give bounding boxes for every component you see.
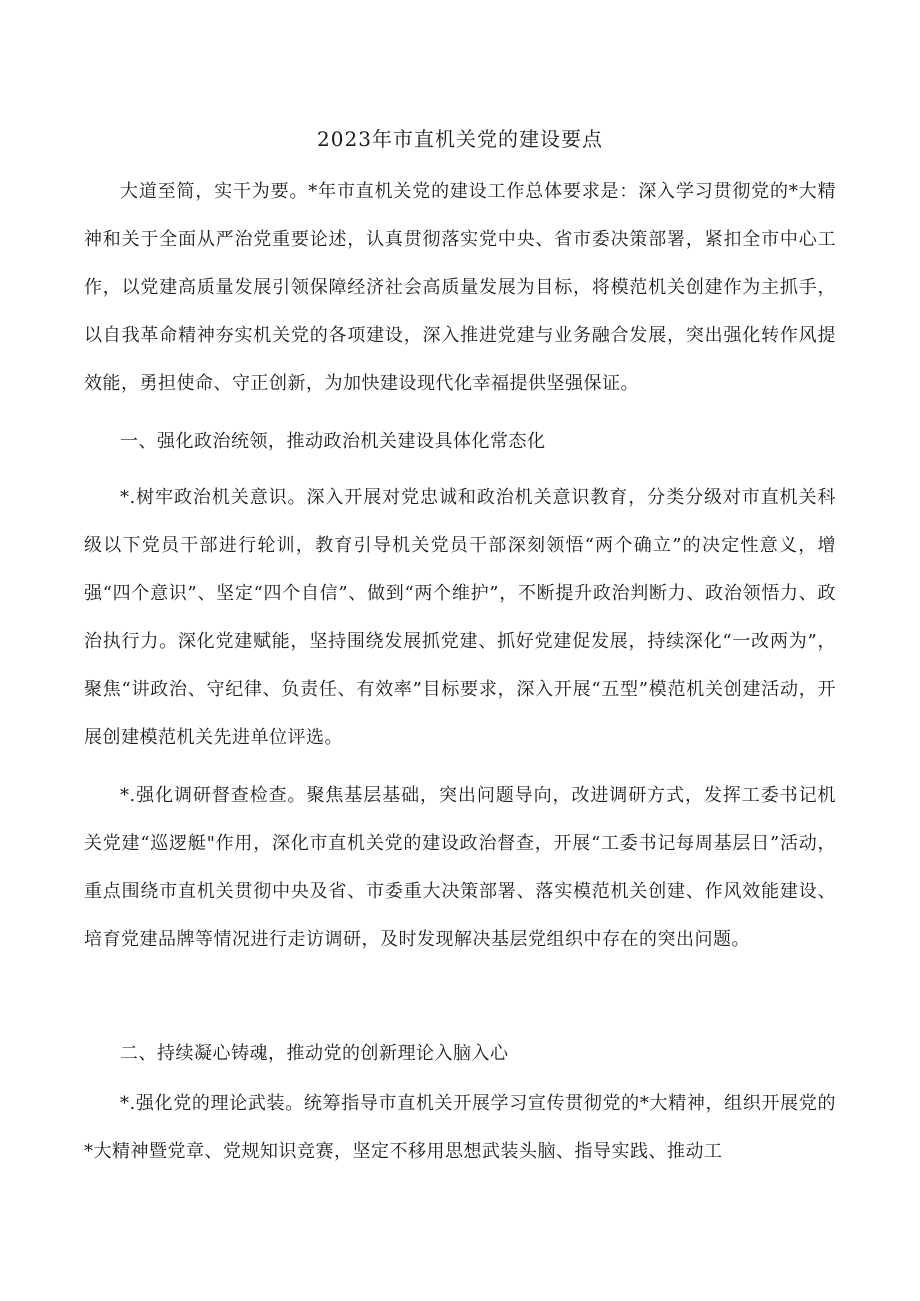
section-heading-2: 二、持续凝心铸魂，推动党的创新理论入脑入心 (120, 1043, 509, 1064)
section1-paragraph-1: *.树牢政治机关意识。深入开展对党忠诚和政治机关意识教育，分类分级对市直机关科级以下党员干部进行轮训，教育引导机关党员干部深刻领悟“两个确立”的决定性意义，增强“四个意识”、坚定“四个自信”、做到“两个维护”，不断提升政治判断力、政治领悟力、政治执行力。深化党建赋能，坚持围绕发展抓党建、抓好党建促发展，持续深化“一改两为”，聚焦“讲政治、守纪律、负责任、有效率”目标要求，深入开展“五型”模范机关创建活动，开展创建模范机关先进单位评选。 (84, 487, 836, 748)
section1-paragraph-2: *.强化调研督查检查。聚焦基层基础，突出问题导向，改进调研方式，发挥工委书记机关党建“巡逻艇"作用，深化市直机关党的建设政治督查，开展“工委书记每周基层日”活动，重点围绕市直机关贯彻中央及省、市委重大决策部署、落实模范机关创建、作风效能建设、培育党建品牌等情况进行走访调研，及时发现解决基层党组织中存在的突出问题。 (84, 785, 836, 950)
intro-paragraph: 大道至简，实干为要。*年市直机关党的建设工作总体要求是：深入学习贯彻党的*大精神和关于全面从严治党重要论述，认真贯彻落实党中央、省市委决策部署，紧扣全市中心工作，以党建高质量发展引领保障经济社会高质量发展为目标，将模范机关创建作为主抓手，以自我革命精神夯实机关党的各项建设，深入推进党建与业务融合发展，突出强化转作风提效能，勇担使命、守正创新，为加快建设现代化幸福提供坚强保证。 (84, 181, 836, 394)
section2-paragraph-1: *.强化党的理论武装。统筹指导市直机关开展学习宣传贯彻党的*大精神，组织开展党的*大精神暨党章、党规知识竞赛，坚定不移用思想武装头脑、指导实践、推动工 (84, 1093, 836, 1162)
document-title: 2023年市直机关党的建设要点 (317, 127, 603, 151)
section-heading-1: 一、强化政治统领，推动政治机关建设具体化常态化 (120, 431, 546, 452)
